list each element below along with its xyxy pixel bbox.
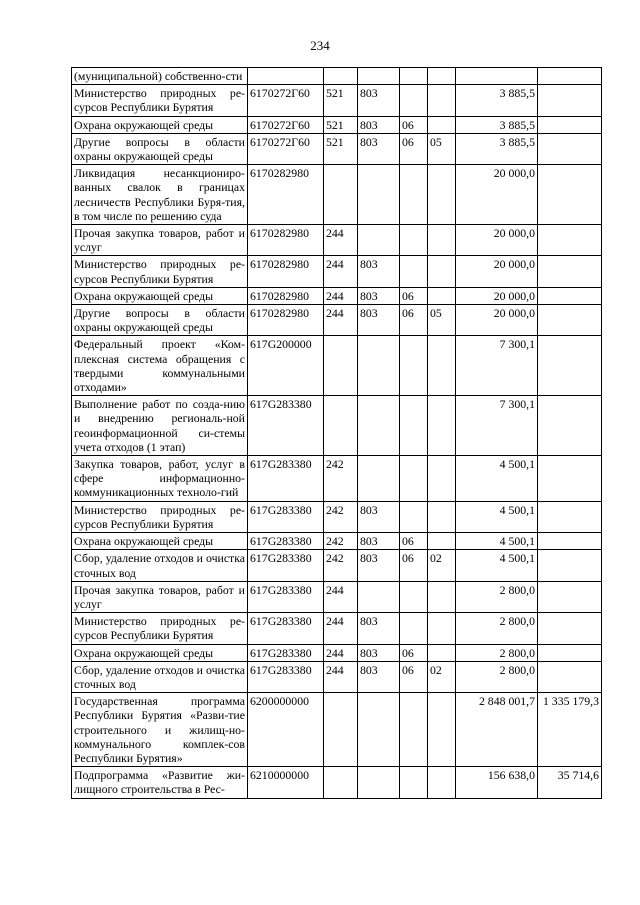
- subsection-cell: [428, 256, 456, 287]
- row-name-cell: (муниципальной) собственно-сти: [72, 68, 248, 85]
- row-name-cell: Министерство природных ре-сурсов Республики Бурятия: [72, 256, 248, 287]
- subsection-cell: [428, 581, 456, 612]
- amount-cell: 4 500,1: [456, 533, 538, 550]
- ministry-code-cell: 803: [358, 305, 400, 336]
- subsection-cell: [428, 165, 456, 225]
- subsection-cell: [428, 613, 456, 644]
- amount-extra-cell: [538, 456, 602, 502]
- ministry-code-cell: [358, 225, 400, 256]
- target-code-cell: 617G283380: [248, 550, 324, 581]
- amount-cell: 3 885,5: [456, 116, 538, 133]
- expense-type-cell: [324, 767, 358, 798]
- section-cell: [400, 767, 428, 798]
- amount-extra-cell: [538, 165, 602, 225]
- table-row: [72, 85, 602, 116]
- amount-cell: 20 000,0: [456, 256, 538, 287]
- target-code-cell: 6200000000: [248, 693, 324, 767]
- ministry-code-cell: 803: [358, 613, 400, 644]
- amount-extra-cell: 1 335 179,3: [538, 693, 602, 767]
- amount-extra-cell: [538, 581, 602, 612]
- section-cell: [400, 613, 428, 644]
- section-cell: 06: [400, 550, 428, 581]
- target-code-cell: 6170282980: [248, 287, 324, 304]
- table-row: [72, 550, 602, 581]
- amount-cell: 4 500,1: [456, 456, 538, 502]
- subsection-cell: [428, 456, 456, 502]
- amount-extra-cell: [538, 116, 602, 133]
- section-cell: 06: [400, 287, 428, 304]
- expense-type-cell: [324, 68, 358, 85]
- budget-table-body: [72, 68, 602, 799]
- amount-cell: 3 885,5: [456, 85, 538, 116]
- table-row: [72, 613, 602, 644]
- row-name-cell: Другие вопросы в области охраны окружающей среды: [72, 305, 248, 336]
- amount-cell: 2 848 001,7: [456, 693, 538, 767]
- target-code-cell: 617G283380: [248, 661, 324, 692]
- expense-type-cell: [324, 396, 358, 456]
- row-name-cell: Министерство природных ре-сурсов Республики Бурятия: [72, 613, 248, 644]
- subsection-cell: 05: [428, 305, 456, 336]
- amount-cell: 20 000,0: [456, 287, 538, 304]
- amount-cell: 3 885,5: [456, 133, 538, 164]
- section-cell: 06: [400, 661, 428, 692]
- section-cell: 06: [400, 305, 428, 336]
- amount-cell: 2 800,0: [456, 661, 538, 692]
- amount-cell: 2 800,0: [456, 613, 538, 644]
- amount-cell: 7 300,1: [456, 396, 538, 456]
- table-row: [72, 225, 602, 256]
- row-name-cell: Другие вопросы в области охраны окружающей среды: [72, 133, 248, 164]
- row-name-cell: Ликвидация несанкциониро-ванных свалок в границах лесничеств Республики Буря-тия, в том числе по решению суда: [72, 165, 248, 225]
- ministry-code-cell: 803: [358, 116, 400, 133]
- ministry-code-cell: 803: [358, 644, 400, 661]
- table-row: [72, 693, 602, 767]
- expense-type-cell: 244: [324, 581, 358, 612]
- amount-extra-cell: [538, 501, 602, 532]
- ministry-code-cell: 803: [358, 533, 400, 550]
- amount-cell: 4 500,1: [456, 550, 538, 581]
- amount-extra-cell: [538, 287, 602, 304]
- table-row: [72, 256, 602, 287]
- ministry-code-cell: [358, 396, 400, 456]
- target-code-cell: 617G283380: [248, 581, 324, 612]
- amount-extra-cell: 35 714,6: [538, 767, 602, 798]
- table-row: [72, 767, 602, 798]
- ministry-code-cell: 803: [358, 85, 400, 116]
- ministry-code-cell: 803: [358, 133, 400, 164]
- target-code-cell: 617G283380: [248, 644, 324, 661]
- amount-extra-cell: [538, 644, 602, 661]
- row-name-cell: Прочая закупка товаров, работ и услуг: [72, 225, 248, 256]
- section-cell: 06: [400, 116, 428, 133]
- table-row: [72, 165, 602, 225]
- target-code-cell: 617G200000: [248, 336, 324, 396]
- table-row: [72, 661, 602, 692]
- section-cell: [400, 396, 428, 456]
- ministry-code-cell: [358, 767, 400, 798]
- ministry-code-cell: [358, 693, 400, 767]
- row-name-cell: Министерство природных ре-сурсов Республики Бурятия: [72, 501, 248, 532]
- section-cell: [400, 501, 428, 532]
- section-cell: [400, 336, 428, 396]
- amount-extra-cell: [538, 661, 602, 692]
- section-cell: [400, 85, 428, 116]
- budget-table: [71, 67, 602, 799]
- amount-cell: 4 500,1: [456, 501, 538, 532]
- expense-type-cell: [324, 165, 358, 225]
- expense-type-cell: 244: [324, 644, 358, 661]
- row-name-cell: Закупка товаров, работ, услуг в сфере информационно-коммуникационных техноло-гий: [72, 456, 248, 502]
- expense-type-cell: 244: [324, 256, 358, 287]
- section-cell: [400, 693, 428, 767]
- subsection-cell: [428, 68, 456, 85]
- subsection-cell: [428, 287, 456, 304]
- target-code-cell: 6170272Г60: [248, 85, 324, 116]
- target-code-cell: 6170272Г60: [248, 116, 324, 133]
- table-row: [72, 644, 602, 661]
- expense-type-cell: 242: [324, 533, 358, 550]
- section-cell: [400, 256, 428, 287]
- amount-cell: 2 800,0: [456, 644, 538, 661]
- table-row: [72, 501, 602, 532]
- ministry-code-cell: [358, 68, 400, 85]
- amount-extra-cell: [538, 68, 602, 85]
- amount-cell: 20 000,0: [456, 225, 538, 256]
- amount-extra-cell: [538, 305, 602, 336]
- expense-type-cell: 521: [324, 85, 358, 116]
- amount-extra-cell: [538, 133, 602, 164]
- table-row: [72, 287, 602, 304]
- subsection-cell: 05: [428, 133, 456, 164]
- target-code-cell: 617G283380: [248, 501, 324, 532]
- target-code-cell: 6170272Г60: [248, 133, 324, 164]
- target-code-cell: [248, 68, 324, 85]
- expense-type-cell: 244: [324, 661, 358, 692]
- amount-cell: 156 638,0: [456, 767, 538, 798]
- ministry-code-cell: 803: [358, 287, 400, 304]
- row-name-cell: Подпрограмма «Развитие жи-лищного строительства в Рес-: [72, 767, 248, 798]
- amount-cell: 20 000,0: [456, 305, 538, 336]
- row-name-cell: Охрана окружающей среды: [72, 287, 248, 304]
- row-name-cell: Федеральный проект «Ком-плексная система обращения с твердыми коммунальными отходами»: [72, 336, 248, 396]
- expense-type-cell: 242: [324, 456, 358, 502]
- table-row: [72, 305, 602, 336]
- amount-extra-cell: [538, 396, 602, 456]
- amount-extra-cell: [538, 336, 602, 396]
- section-cell: [400, 225, 428, 256]
- subsection-cell: 02: [428, 661, 456, 692]
- row-name-cell: Сбор, удаление отходов и очистка сточных вод: [72, 661, 248, 692]
- expense-type-cell: 521: [324, 133, 358, 164]
- page-number: 234: [310, 38, 330, 53]
- subsection-cell: [428, 767, 456, 798]
- table-row: [72, 336, 602, 396]
- amount-cell: 2 800,0: [456, 581, 538, 612]
- subsection-cell: [428, 336, 456, 396]
- subsection-cell: [428, 501, 456, 532]
- amount-cell: [456, 68, 538, 85]
- section-cell: [400, 165, 428, 225]
- table-row: [72, 533, 602, 550]
- row-name-cell: Прочая закупка товаров, работ и услуг: [72, 581, 248, 612]
- amount-extra-cell: [538, 533, 602, 550]
- subsection-cell: 02: [428, 550, 456, 581]
- row-name-cell: Министерство природных ре-сурсов Республики Бурятия: [72, 85, 248, 116]
- subsection-cell: [428, 644, 456, 661]
- row-name-cell: Охрана окружающей среды: [72, 644, 248, 661]
- expense-type-cell: 242: [324, 501, 358, 532]
- amount-extra-cell: [538, 550, 602, 581]
- row-name-cell: Охрана окружающей среды: [72, 533, 248, 550]
- subsection-cell: [428, 225, 456, 256]
- target-code-cell: 6170282980: [248, 256, 324, 287]
- amount-extra-cell: [538, 85, 602, 116]
- row-name-cell: Государственная программа Республики Бурятия «Разви-тие строительного и жилищ-но-коммунального комплек-сов Республики Бурятия»: [72, 693, 248, 767]
- row-name-cell: Охрана окружающей среды: [72, 116, 248, 133]
- subsection-cell: [428, 533, 456, 550]
- expense-type-cell: [324, 693, 358, 767]
- ministry-code-cell: [358, 165, 400, 225]
- ministry-code-cell: [358, 581, 400, 612]
- table-row: [72, 133, 602, 164]
- section-cell: 06: [400, 533, 428, 550]
- ministry-code-cell: 803: [358, 661, 400, 692]
- amount-extra-cell: [538, 613, 602, 644]
- section-cell: [400, 68, 428, 85]
- amount-cell: 20 000,0: [456, 165, 538, 225]
- expense-type-cell: 244: [324, 305, 358, 336]
- target-code-cell: 617G283380: [248, 456, 324, 502]
- subsection-cell: [428, 85, 456, 116]
- amount-cell: 7 300,1: [456, 336, 538, 396]
- amount-extra-cell: [538, 225, 602, 256]
- target-code-cell: 617G283380: [248, 613, 324, 644]
- section-cell: 06: [400, 133, 428, 164]
- section-cell: [400, 456, 428, 502]
- expense-type-cell: 244: [324, 613, 358, 644]
- ministry-code-cell: [358, 456, 400, 502]
- target-code-cell: 617G283380: [248, 533, 324, 550]
- target-code-cell: 6170282980: [248, 305, 324, 336]
- table-row: [72, 456, 602, 502]
- row-name-cell: Выполнение работ по созда-нию и внедрению региональ-ной геоинформационной си-стемы учета отходов (1 этап): [72, 396, 248, 456]
- expense-type-cell: 244: [324, 225, 358, 256]
- target-code-cell: 6170282980: [248, 165, 324, 225]
- subsection-cell: [428, 116, 456, 133]
- row-name-cell: Сбор, удаление отходов и очистка сточных вод: [72, 550, 248, 581]
- expense-type-cell: 244: [324, 287, 358, 304]
- target-code-cell: 6210000000: [248, 767, 324, 798]
- ministry-code-cell: [358, 336, 400, 396]
- ministry-code-cell: 803: [358, 550, 400, 581]
- ministry-code-cell: 803: [358, 501, 400, 532]
- subsection-cell: [428, 396, 456, 456]
- subsection-cell: [428, 693, 456, 767]
- expense-type-cell: [324, 336, 358, 396]
- ministry-code-cell: 803: [358, 256, 400, 287]
- expense-type-cell: 521: [324, 116, 358, 133]
- table-row: [72, 396, 602, 456]
- section-cell: [400, 581, 428, 612]
- table-row: [72, 68, 602, 85]
- expense-type-cell: 242: [324, 550, 358, 581]
- table-row: [72, 581, 602, 612]
- target-code-cell: 6170282980: [248, 225, 324, 256]
- target-code-cell: 617G283380: [248, 396, 324, 456]
- amount-extra-cell: [538, 256, 602, 287]
- table-row: [72, 116, 602, 133]
- section-cell: 06: [400, 644, 428, 661]
